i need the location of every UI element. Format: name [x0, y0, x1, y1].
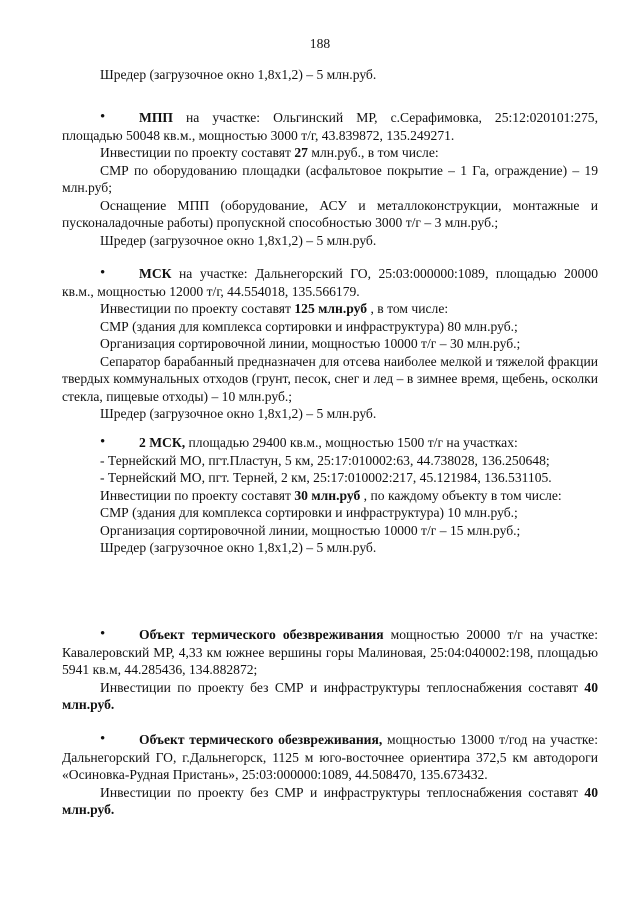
msk-shreder: Шредер (загрузочное окно 1,8х1,2) – 5 млн.руб. — [100, 406, 377, 421]
mpp-desc: на участке: Ольгинский МР, с.Серафимовка, 25:12:020101:275, площадью 50048 кв.м., мощностью 3000 т/г, 43.839872, 135.249271. — [62, 110, 598, 143]
msk2-investment — [62, 487, 598, 505]
msk2-inv-amount: 30 млн.руб — [294, 487, 361, 503]
mpp-shreder: Шредер (загрузочное окно 1,8х1,2) – 5 млн.руб. — [100, 232, 377, 248]
thermal2-desc: мощностью 13000 т/год на участке: Дальнегорский ГО, г.Дальнегорск, 1125 м юго-восточнее ориентира 372,5 км автодороги «Осиновка-Рудная Пристань», 25:03:000000:1089, 44.508470, 135.673432. — [62, 732, 598, 782]
thermal2-inv-text: Инвестиции по проекту без СМР и инфраструктуры теплоснабжения составят — [100, 784, 585, 800]
section-msk — [62, 265, 598, 423]
section-thermal-2 — [62, 731, 598, 819]
msk2-desc: площадью 29400 кв.м., мощностью 1500 т/г на участках: — [185, 435, 518, 450]
msk-investment — [62, 300, 598, 318]
msk-separator: Сепаратор барабанный предназначен для отсева наиболее мелкой и тяжелой фракции твердых коммунальных отходов (грунт, песок, снег и лед – в зимнее время, щебень, осколки стекла, пищевые отходы) – 10 млн.руб.; — [62, 353, 598, 404]
thermal1-title: Объект термического обезвреживания — [139, 627, 384, 642]
mpp-equipment: Оснащение МПП (оборудование, АСУ и металлоконструкции, монтажные и пусконаладочные работы) пропускной способностью 3000 т/г – 3 млн.руб.; — [62, 197, 598, 230]
msk2-heading-paragraph — [62, 434, 598, 452]
thermal2-heading-paragraph — [62, 731, 598, 784]
msk2-shreder: Шредер (загрузочное окно 1,8х1,2) – 5 млн.руб. — [100, 540, 377, 555]
bullet-icon: • — [100, 434, 106, 450]
msk2-title: 2 МСК, — [139, 435, 186, 450]
bullet-icon: • — [100, 626, 106, 642]
section-2msk — [62, 434, 598, 557]
thermal1-inv-text: Инвестиции по проекту без СМР и инфраструктуры теплоснабжения составят — [100, 679, 585, 695]
section-thermal-1 — [62, 626, 598, 714]
msk2-site-1: - Тернейский МО, пгт.Пластун, 5 км, 25:17:010002:63, 44.738028, 136.250648; — [100, 452, 550, 468]
mpp-inv-text: Инвестиции по проекту составят — [100, 145, 295, 160]
bullet-icon: • — [100, 265, 106, 281]
mpp-heading-paragraph — [62, 109, 598, 144]
mpp-inv-tail: млн.руб., в том числе: — [307, 145, 439, 160]
mpp-investment — [62, 144, 598, 162]
thermal2-investment — [62, 784, 598, 819]
thermal2-title: Объект термического обезвреживания, — [139, 732, 383, 747]
thermal1-investment — [62, 679, 598, 714]
msk-heading-paragraph — [62, 265, 598, 300]
msk2-site-2: - Тернейский МО, пгт. Терней, 2 км, 25:17:010002:217, 45.121984, 136.531105. — [100, 470, 552, 485]
msk2-inv-text: Инвестиции по проекту составят — [100, 487, 295, 503]
thermal1-inv-amount: 40 млн.руб. — [62, 679, 598, 712]
msk-inv-amount: 125 млн.руб — [294, 301, 368, 316]
shreder-line: Шредер (загрузочное окно 1,8х1,2) – 5 млн.руб. — [100, 67, 377, 82]
msk-line: Организация сортировочной линии, мощностью 10000 т/г – 30 млн.руб.; — [100, 336, 521, 351]
msk2-inv-tail: , по каждому объекту в том числе: — [360, 487, 562, 503]
msk-title: МСК — [139, 266, 172, 281]
section-mpp — [62, 109, 598, 249]
mpp-smr: СМР по оборудованию площадки (асфальтовое покрытие – 1 Га, ограждение) – 19 млн.руб; — [62, 162, 598, 195]
msk-desc: на участке: Дальнегорский ГО, 25:03:000000:1089, площадью 20000 кв.м., мощностью 12000 т/г, 44.554018, 135.566179. — [62, 266, 598, 299]
msk2-line: Организация сортировочной линии, мощностью 10000 т/г – 15 млн.руб.; — [100, 522, 521, 538]
thermal1-heading-paragraph — [62, 626, 598, 679]
thermal2-inv-amount: 40 млн.руб. — [62, 784, 598, 817]
thermal1-desc: мощностью 20000 т/г на участке: Кавалеровский МР, 4,33 км южнее вершины горы Малиновая, 25:04:040002:198, площадью 5941 кв.м, 44.285436, 134.882872; — [62, 627, 598, 677]
bullet-icon: • — [100, 731, 106, 747]
bullet-icon: • — [100, 109, 106, 125]
mpp-title: МПП — [139, 110, 173, 125]
msk-inv-tail: , в том числе: — [367, 301, 449, 316]
page-number: 188 — [309, 36, 331, 51]
section-continuation — [62, 66, 598, 84]
msk-smr: СМР (здания для комплекса сортировки и инфраструктура) 80 млн.руб.; — [100, 318, 518, 334]
mpp-inv-amount: 27 — [294, 145, 308, 160]
msk-inv-text: Инвестиции по проекту составят — [100, 301, 295, 316]
msk2-smr: СМР (здания для комплекса сортировки и инфраструктура) 10 млн.руб.; — [100, 505, 518, 520]
